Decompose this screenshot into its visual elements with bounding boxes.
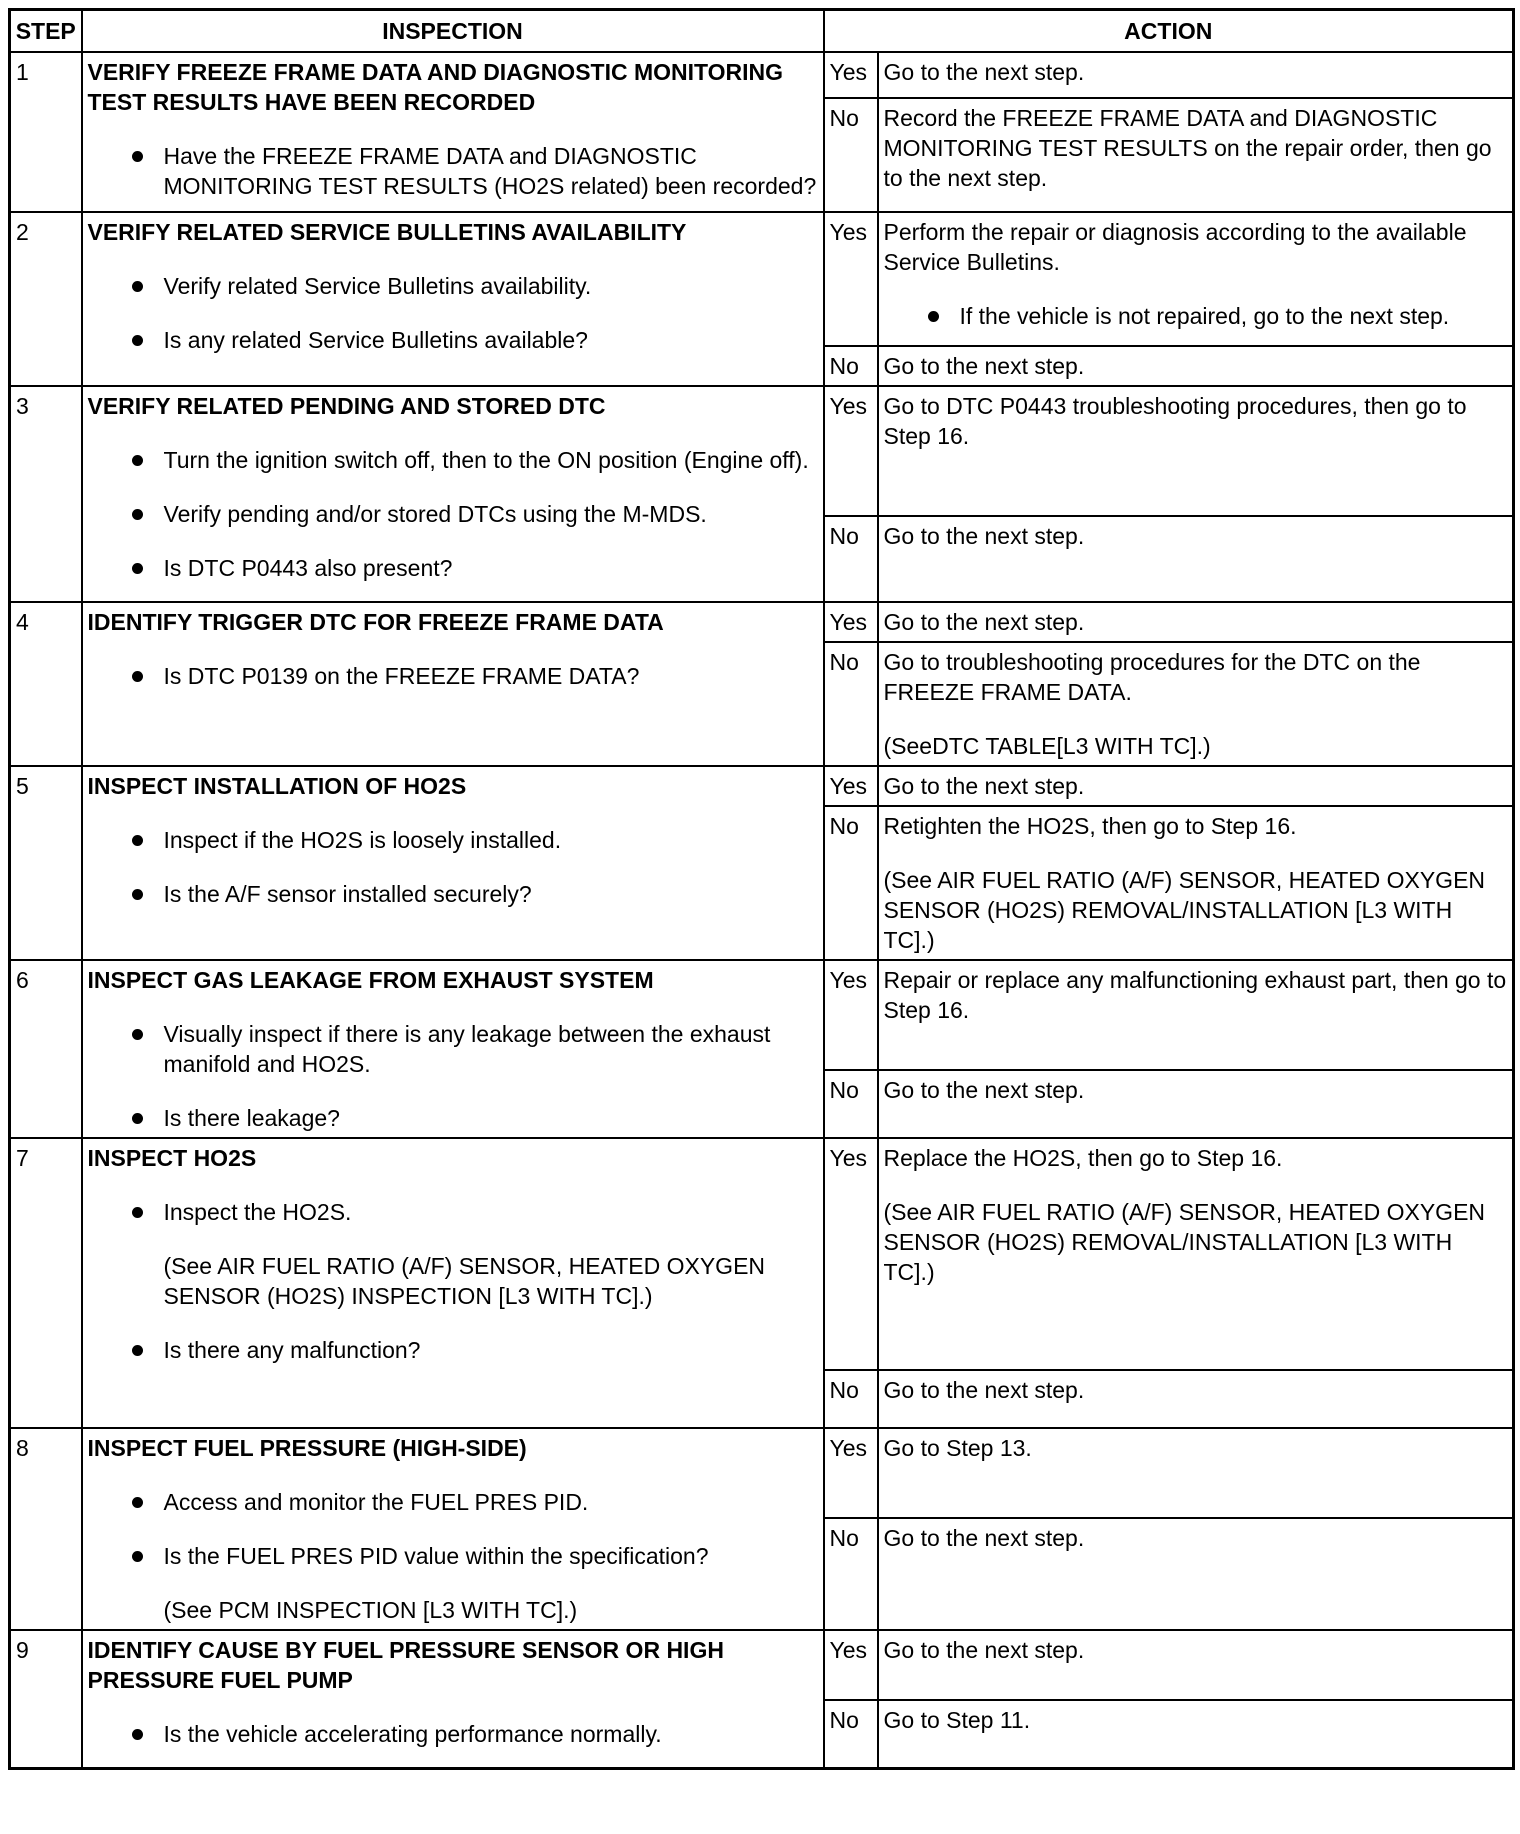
procedure-page — [8, 8, 1515, 1770]
inspection-bullet: Is the FUEL PRES PID value within the specification? — [88, 1541, 818, 1571]
no-label: No — [824, 1370, 878, 1428]
no-action-cell — [878, 1370, 1514, 1428]
step-number: 1 — [10, 52, 82, 212]
yes-action-text: Go to the next step. — [883, 59, 1085, 85]
yes-label: Yes — [824, 52, 878, 98]
no-action-cell — [878, 1070, 1514, 1138]
no-action-text: Go to the next step. — [883, 1377, 1085, 1403]
step-number: 4 — [10, 602, 82, 766]
step-row-yes — [10, 52, 1514, 98]
inspection-bullet: Verify pending and/or stored DTCs using the M-MDS. — [88, 499, 818, 529]
inspection-title: IDENTIFY CAUSE BY FUEL PRESSURE SENSOR OR HIGH PRESSURE FUEL PUMP — [87, 1637, 724, 1693]
step-number: 2 — [10, 212, 82, 386]
no-action-cell — [878, 1518, 1514, 1630]
step-header: STEP — [10, 10, 82, 53]
no-action-cell — [878, 642, 1514, 766]
inspection-bullet: Turn the ignition switch off, then to the ON position (Engine off). — [88, 445, 818, 475]
inspection-bullet: Is there any malfunction? — [88, 1335, 818, 1365]
diagnostic-procedure-table — [8, 8, 1515, 1770]
yes-action-bullet: If the vehicle is not repaired, go to the next step. — [884, 301, 1508, 331]
step-row-yes — [10, 1138, 1514, 1370]
no-action-text: Go to the next step. — [883, 1525, 1085, 1552]
no-action-text: Go to the next step. — [883, 353, 1085, 379]
action-header: ACTION — [824, 10, 1514, 53]
inspection-bullet: Verify related Service Bulletins availability. — [88, 271, 818, 301]
table-body — [10, 52, 1514, 1768]
yes-label: Yes — [824, 1630, 878, 1700]
inspection-cell — [82, 1630, 824, 1768]
no-action-text: Record the FREEZE FRAME DATA and DIAGNOSTIC MONITORING TEST RESULTS on the repair order, then go to the next step. — [883, 105, 1492, 191]
inspection-title: VERIFY RELATED SERVICE BULLETINS AVAILABILITY — [87, 219, 687, 245]
yes-action-text: Go to the next step. — [883, 1637, 1085, 1663]
yes-action-cell — [878, 212, 1514, 346]
no-action-text: (SeeDTC TABLE[L3 WITH TC].) — [883, 733, 1211, 759]
no-action-text: Go to Step 11. — [883, 1707, 1031, 1733]
inspection-cell — [82, 212, 824, 386]
inspection-bullet: Is DTC P0139 on the FREEZE FRAME DATA? — [88, 661, 818, 691]
no-label: No — [824, 806, 878, 960]
inspection-cell — [82, 960, 824, 1138]
inspection-bullet: Is there leakage? — [88, 1103, 818, 1133]
inspection-cell — [82, 766, 824, 960]
inspection-cell — [82, 1428, 824, 1630]
no-label: No — [824, 98, 878, 212]
inspection-cell — [82, 386, 824, 602]
inspection-bullet: Is the vehicle accelerating performance normally. — [88, 1719, 818, 1749]
no-action-text: Go to troubleshooting procedures for the DTC on the FREEZE FRAME DATA. — [883, 649, 1421, 705]
inspection-cell — [82, 602, 824, 766]
yes-label: Yes — [824, 960, 878, 1070]
inspection-title: IDENTIFY TRIGGER DTC FOR FREEZE FRAME DATA — [87, 609, 664, 635]
yes-action-cell — [878, 52, 1514, 98]
step-number: 7 — [10, 1138, 82, 1428]
no-action-cell — [878, 1700, 1514, 1768]
no-action-text: (See AIR FUEL RATIO (A/F) SENSOR, HEATED OXYGEN SENSOR (HO2S) REMOVAL/INSTALLATION [L3 WITH TC].) — [883, 867, 1486, 953]
yes-action-text: Go to the next step. — [883, 609, 1085, 635]
inspection-bullet: Is any related Service Bulletins available? — [88, 325, 818, 355]
inspection-title: VERIFY FREEZE FRAME DATA AND DIAGNOSTIC MONITORING TEST RESULTS HAVE BEEN RECORDED — [87, 59, 784, 115]
step-row-yes — [10, 212, 1514, 346]
step-row-yes — [10, 1428, 1514, 1518]
inspection-header: INSPECTION — [82, 10, 824, 53]
step-row-yes — [10, 1630, 1514, 1700]
yes-action-text: Replace the HO2S, then go to Step 16. — [883, 1145, 1283, 1171]
step-row-yes — [10, 602, 1514, 642]
inspection-bullet: Access and monitor the FUEL PRES PID. — [88, 1487, 818, 1517]
yes-action-text: Go to the next step. — [883, 773, 1085, 799]
no-label: No — [824, 1700, 878, 1768]
no-action-text: Retighten the HO2S, then go to Step 16. — [883, 813, 1297, 839]
inspection-cell — [82, 52, 824, 212]
step-number: 3 — [10, 386, 82, 602]
yes-action-cell — [878, 1630, 1514, 1700]
step-row-yes — [10, 960, 1514, 1070]
yes-label: Yes — [824, 602, 878, 642]
yes-action-cell — [878, 766, 1514, 806]
inspection-reference: (See AIR FUEL RATIO (A/F) SENSOR, HEATED OXYGEN SENSOR (HO2S) INSPECTION [L3 WITH TC].) — [163, 1253, 766, 1309]
inspection-title: VERIFY RELATED PENDING AND STORED DTC — [87, 393, 606, 419]
yes-action-text: Go to Step 13. — [883, 1435, 1032, 1461]
no-label: No — [824, 516, 878, 602]
no-action-text: Go to the next step. — [883, 1076, 1085, 1103]
step-number: 6 — [10, 960, 82, 1138]
yes-label: Yes — [824, 1428, 878, 1518]
no-action-text: Go to the next step. — [883, 523, 1085, 549]
inspection-title: INSPECT FUEL PRESSURE (HIGH-SIDE) — [87, 1435, 527, 1461]
no-label: No — [824, 1518, 878, 1630]
inspection-title: INSPECT HO2S — [87, 1145, 257, 1171]
inspection-bullet: Visually inspect if there is any leakage between the exhaust manifold and HO2S. — [88, 1019, 818, 1079]
inspection-cell — [82, 1138, 824, 1428]
yes-action-cell — [878, 602, 1514, 642]
step-row-yes — [10, 386, 1514, 516]
yes-action-cell — [878, 960, 1514, 1070]
no-action-cell — [878, 98, 1514, 212]
inspection-bullet: Is DTC P0443 also present? — [88, 553, 818, 583]
header-row — [10, 10, 1514, 53]
yes-action-text: Perform the repair or diagnosis according to the available Service Bulletins. — [883, 219, 1467, 275]
yes-action-text: Go to DTC P0443 troubleshooting procedures, then go to Step 16. — [883, 393, 1467, 449]
inspection-reference: (See PCM INSPECTION [L3 WITH TC].) — [163, 1597, 578, 1623]
no-label: No — [824, 642, 878, 766]
no-action-cell — [878, 806, 1514, 960]
step-number: 5 — [10, 766, 82, 960]
step-number: 8 — [10, 1428, 82, 1630]
yes-action-text: Repair or replace any malfunctioning exhaust part, then go to Step 16. — [883, 967, 1507, 1023]
yes-label: Yes — [824, 766, 878, 806]
inspection-bullet: Inspect the HO2S. — [88, 1197, 818, 1227]
no-label: No — [824, 346, 878, 386]
inspection-title: INSPECT INSTALLATION OF HO2S — [87, 773, 467, 799]
no-action-cell — [878, 346, 1514, 386]
no-label: No — [824, 1070, 878, 1138]
yes-label: Yes — [824, 1138, 878, 1370]
yes-action-cell — [878, 386, 1514, 516]
inspection-bullet: Have the FREEZE FRAME DATA and DIAGNOSTIC MONITORING TEST RESULTS (HO2S related) been recorded? — [88, 141, 818, 201]
step-number: 9 — [10, 1630, 82, 1768]
inspection-bullet: Inspect if the HO2S is loosely installed. — [88, 825, 818, 855]
step-row-yes — [10, 766, 1514, 806]
yes-action-cell — [878, 1138, 1514, 1370]
no-action-cell — [878, 516, 1514, 602]
yes-action-text: (See AIR FUEL RATIO (A/F) SENSOR, HEATED OXYGEN SENSOR (HO2S) REMOVAL/INSTALLATION [L3 WITH TC].) — [883, 1199, 1486, 1285]
yes-label: Yes — [824, 386, 878, 516]
inspection-title: INSPECT GAS LEAKAGE FROM EXHAUST SYSTEM — [87, 967, 654, 993]
yes-action-cell — [878, 1428, 1514, 1518]
inspection-bullet: Is the A/F sensor installed securely? — [88, 879, 818, 909]
yes-label: Yes — [824, 212, 878, 346]
